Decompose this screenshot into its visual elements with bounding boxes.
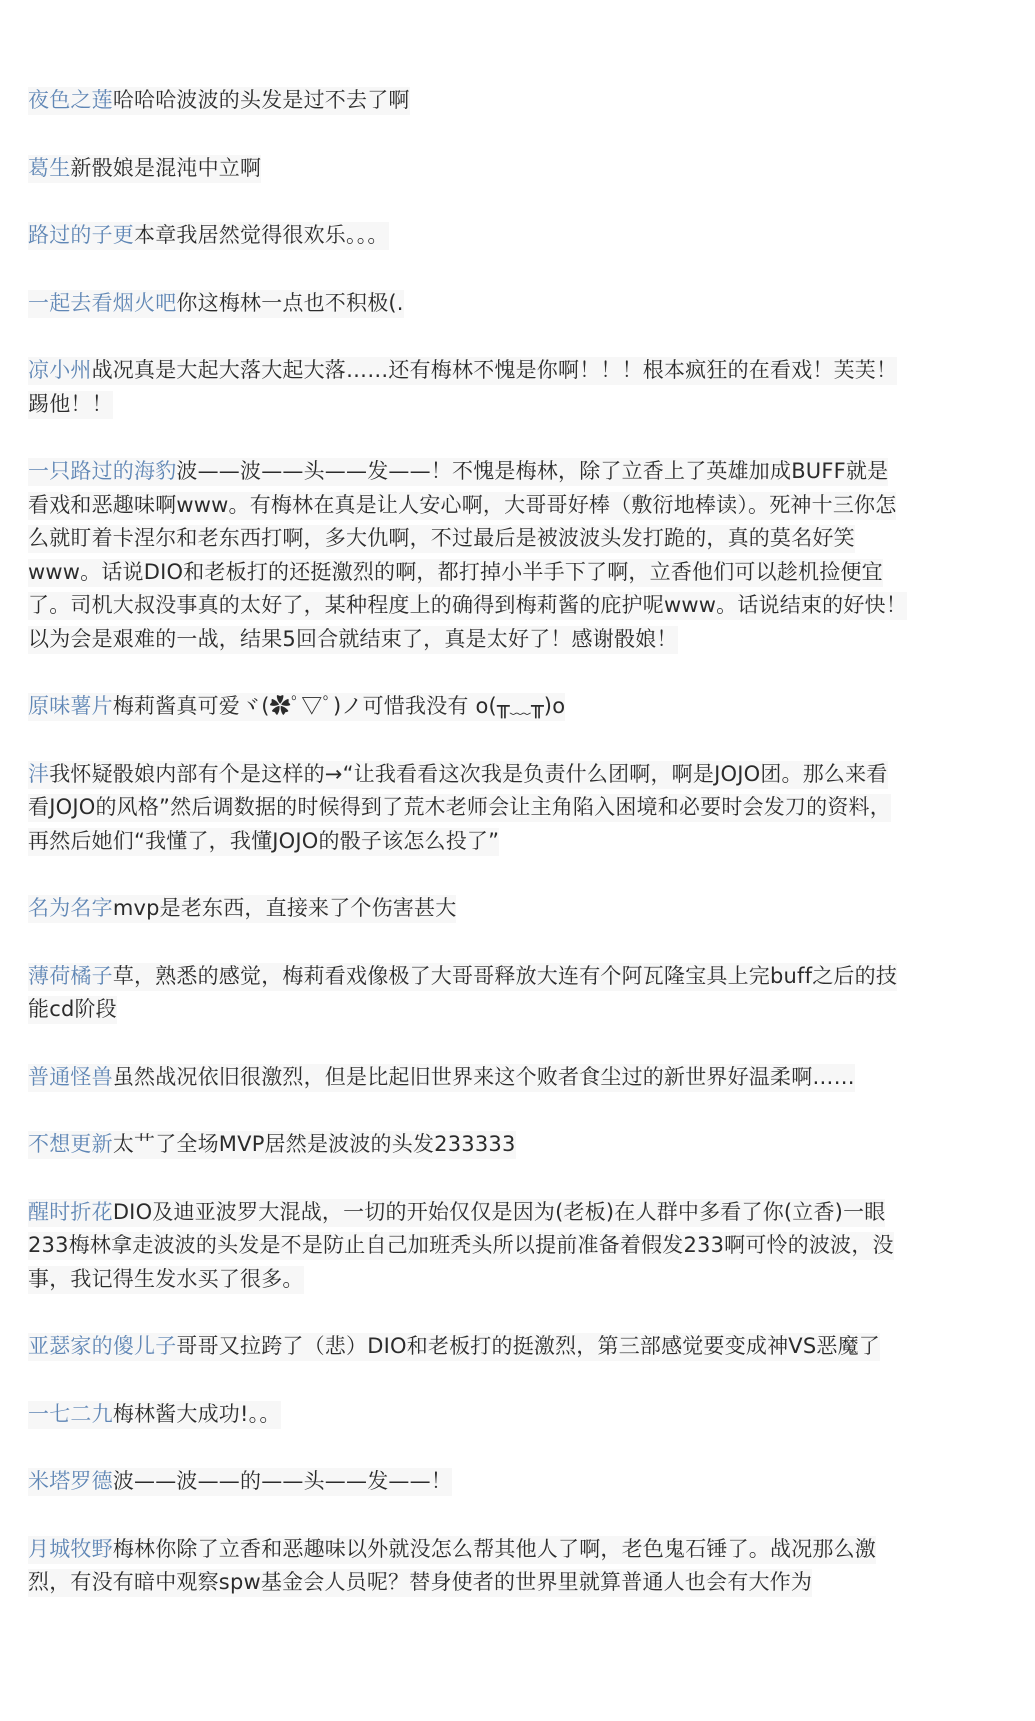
comment-username[interactable]: 名为名字 (28, 896, 113, 920)
comment-text (28, 222, 389, 250)
comment-item (28, 960, 908, 1027)
comment-username[interactable]: 夜色之莲 (28, 88, 113, 112)
comment-username[interactable]: 凉小州 (28, 358, 92, 382)
comment-username[interactable]: 沣 (28, 761, 50, 786)
comment-content: 波——波——头——发——！不愧是梅林，除了立香上了英雄加成BUFF就是看戏和恶趣味啊www。有梅林在真是让人安心啊，大哥哥好棒（敷衍地棒读）。死神十三你怎么就盯着卡涅尔和老东西打啊，多大仇啊，不过最后是被波波头发打跪的，真的莫名好笑www。话说DIO和老板打的还挺激烈的啊，都打掉小半手下了啊，立香他们可以趁机捡便宜了。司机大叔没事真的太好了，某种程度上的确得到梅莉酱的庇护呢www。话说结束的好快！以为会是艰难的一战，结果5回合就结束了，真是太好了！感谢骰娘！ (28, 459, 907, 651)
comment-text (28, 87, 410, 115)
comment-text (28, 1401, 281, 1429)
comment-item (28, 892, 908, 926)
comment-item (28, 1465, 908, 1499)
comment-item (28, 1533, 908, 1600)
comment-item (28, 1061, 908, 1095)
comment-username[interactable]: 一起去看烟火吧 (28, 290, 177, 315)
comment-text (28, 1131, 516, 1159)
comment-item (28, 84, 908, 118)
comment-username[interactable]: 一七二九 (28, 1401, 113, 1426)
comment-username[interactable]: 一只路过的海豹 (28, 459, 177, 483)
comment-content: 太艹了全场MVP居然是波波的头发233333 (112, 1132, 516, 1156)
comment-text (28, 761, 891, 856)
comment-text (28, 1333, 880, 1361)
comment-item (28, 758, 908, 859)
comment-content: 哥哥又拉跨了（悲）DIO和老板打的挺激烈，第三部感觉要变成神VS恶魔了 (176, 1334, 880, 1358)
comment-text (28, 1468, 452, 1496)
comment-username[interactable]: 普通怪兽 (28, 1064, 113, 1089)
comment-content: 新骰娘是混沌中立啊 (70, 155, 262, 180)
comment-content: mvp是老东西，直接来了个伤害甚大 (112, 896, 457, 920)
comment-content: 梅林你除了立香和恶趣味以外就没怎么帮其他人了啊，老色鬼石锤了。战况那么激烈，有没有暗中观察spw基金会人员呢？替身使者的世界里就算普通人也会有大作为 (28, 1536, 877, 1594)
comment-username[interactable]: 月城牧野 (28, 1536, 113, 1561)
comment-text (28, 963, 897, 1025)
comment-item (28, 690, 908, 724)
comment-content: 梅莉酱真可爱ヾ(✿ﾟ▽ﾟ)ノ可惜我没有 o(╥﹏╥)o (112, 694, 566, 718)
comment-text (28, 1199, 894, 1294)
comment-item (28, 1330, 908, 1364)
comment-content: 波——波——的——头——发——！ (112, 1469, 453, 1493)
comment-item (28, 1398, 908, 1432)
comment-content: 草，熟悉的感觉，梅莉看戏像极了大哥哥释放大连有个阿瓦隆宝具上完buff之后的技能cd阶段 (28, 963, 898, 1021)
comment-username[interactable]: 原味薯片 (28, 694, 113, 718)
comment-item (28, 287, 908, 321)
comment-content: 梅林酱大成功!。。 (112, 1401, 281, 1426)
comment-item (28, 1128, 908, 1162)
comment-text (28, 895, 456, 923)
comment-text (28, 290, 404, 318)
comment-content: 战况真是大起大落大起大落……还有梅林不愧是你啊！！！根本疯狂的在看戏！芙芙！踢他！！ (28, 358, 898, 416)
comment-text (28, 693, 565, 721)
comment-content: DIO及迪亚波罗大混战，一切的开始仅仅是因为(老板)在人群中多看了你(立香)一眼233梅林拿走波波的头发是不是防止自己加班秃头所以提前准备着假发233啊可怜的波波，没事，我记得生发水买了很多。 (28, 1199, 894, 1291)
comment-username[interactable]: 米塔罗德 (28, 1469, 113, 1493)
comment-item (28, 1196, 908, 1297)
comment-content: 本章我居然觉得很欢乐。。。 (134, 223, 389, 247)
comment-username[interactable]: 路过的子更 (28, 223, 134, 247)
comment-item (28, 219, 908, 253)
comment-username[interactable]: 不想更新 (28, 1132, 113, 1156)
comment-username[interactable]: 亚瑟家的傻儿子 (28, 1334, 177, 1358)
comment-item (28, 455, 908, 656)
comment-username[interactable]: 醒时折花 (28, 1199, 113, 1224)
comment-text (28, 357, 897, 419)
comment-text (28, 458, 907, 654)
comment-list (28, 84, 908, 1634)
comment-username[interactable]: 葛生 (28, 155, 71, 180)
comment-text (28, 155, 261, 183)
comment-content: 我怀疑骰娘内部有个是这样的→“让我看看这次我是负责什么团啊，啊是JOJO团。那么来看看JOJO的风格”然后调数据的时候得到了荒木老师会让主角陷入困境和必要时会发刀的资料，再然后她们“我懂了，我懂JOJO的骰子该怎么投了” (28, 761, 891, 853)
comment-item (28, 152, 908, 186)
comment-username[interactable]: 薄荷橘子 (28, 963, 113, 988)
comment-item (28, 354, 908, 421)
comment-content: 哈哈哈波波的头发是过不去了啊 (112, 88, 410, 112)
comment-content: 虽然战况依旧很激烈，但是比起旧世界来这个败者食尘过的新世界好温柔啊…… (112, 1064, 855, 1089)
comment-text (28, 1064, 855, 1092)
comment-content: 你这梅林一点也不积极(. (176, 290, 404, 315)
comment-text (28, 1536, 876, 1598)
